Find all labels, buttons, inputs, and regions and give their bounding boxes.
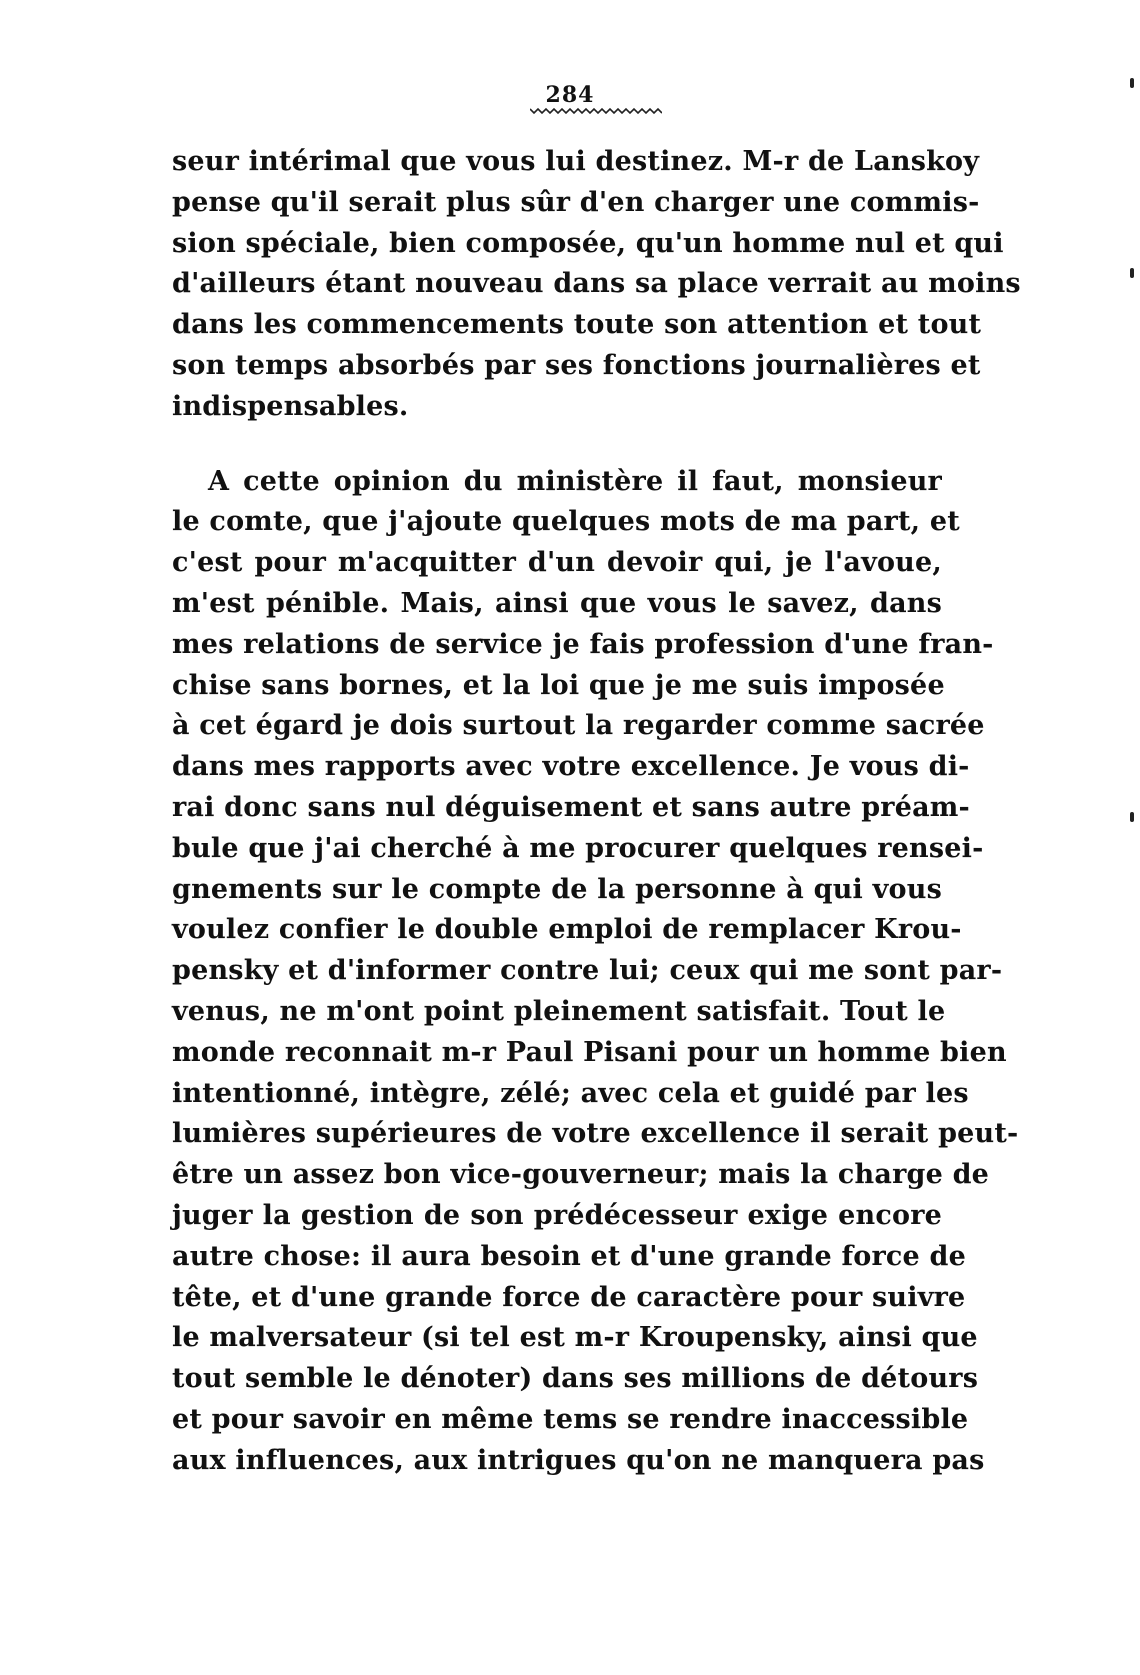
text-line: dans les commencements toute son attention et tout xyxy=(172,309,982,341)
wavy-rule-ornament xyxy=(530,106,662,116)
paragraph-gap xyxy=(172,428,942,462)
text-line: juger la gestion de son prédécesseur exige encore xyxy=(172,1199,942,1231)
text-line: indispensables. xyxy=(172,390,409,422)
text-line: monde reconnait m-r Paul Pisani pour un homme bien xyxy=(172,1036,1007,1068)
text-line: intentionné, intègre, zélé; avec cela et guidé par les xyxy=(172,1077,969,1109)
page-number: 284 xyxy=(545,82,595,108)
text-line: dans mes rapports avec votre excellence. Je vous di- xyxy=(172,751,970,783)
text-line: pensky et d'informer contre lui; ceux qui me sont par- xyxy=(172,955,1003,987)
text-line: le comte, que j'ajoute quelques mots de ma part, et xyxy=(172,506,960,538)
text-line: être un assez bon vice-gouverneur; mais la charge de xyxy=(172,1159,990,1191)
margin-mark xyxy=(1130,268,1134,278)
text-line: m'est pénible. Mais, ainsi que vous le savez, dans xyxy=(172,587,942,619)
text-line: c'est pour m'acquitter d'un devoir qui, je l'avoue, xyxy=(172,547,942,579)
text-line: le malversateur (si tel est m-r Kroupensky, ainsi que xyxy=(172,1322,978,1354)
body-text xyxy=(172,142,1021,1482)
text-line: venus, ne m'ont point pleinement satisfait. Tout le xyxy=(172,995,946,1027)
text-line: lumières supérieures de votre excellence il serait peut- xyxy=(172,1118,1019,1150)
paragraph xyxy=(172,462,1019,1482)
text-line: aux influences, aux intrigues qu'on ne manquera pas xyxy=(172,1444,985,1476)
text-line: gnements sur le compte de la personne à qui vous xyxy=(172,873,942,905)
text-line: seur intérimal que vous lui destinez. M-r de Lanskoy xyxy=(172,146,980,177)
text-line: autre chose: il aura besoin et d'une grande force de xyxy=(172,1240,966,1272)
text-line: rai donc sans nul déguisement et sans autre préam- xyxy=(172,791,970,823)
text-line: chise sans bornes, et la loi que je me suis imposée xyxy=(172,669,945,701)
text-line: tout semble le dénoter) dans ses millions de détours xyxy=(172,1363,979,1395)
text-line: bule que j'ai cherché à me procurer quelques rensei- xyxy=(172,832,984,864)
text-line: tête, et d'une grande force de caractère pour suivre xyxy=(172,1281,966,1313)
text-line: son temps absorbés par ses fonctions journalières et xyxy=(172,349,981,381)
text-line: sion spéciale, bien composée, qu'un homme nul et qui xyxy=(172,227,1004,259)
text-line: à cet égard je dois surtout la regarder comme sacrée xyxy=(172,710,985,742)
text-line: et pour savoir en même tems se rendre inaccessible xyxy=(172,1403,969,1435)
text-line: d'ailleurs étant nouveau dans sa place verrait au moins xyxy=(172,268,1021,300)
text-line: A cette opinion du ministère il faut, monsieur xyxy=(208,465,942,497)
paragraph xyxy=(172,142,1021,428)
text-line: voulez confier le double emploi de remplacer Krou- xyxy=(172,914,962,946)
margin-mark xyxy=(1130,78,1134,88)
margin-mark xyxy=(1130,812,1134,822)
text-line: pense qu'il serait plus sûr d'en charger une commis- xyxy=(172,186,980,218)
text-line: mes relations de service je fais profession d'une fran- xyxy=(172,628,994,660)
